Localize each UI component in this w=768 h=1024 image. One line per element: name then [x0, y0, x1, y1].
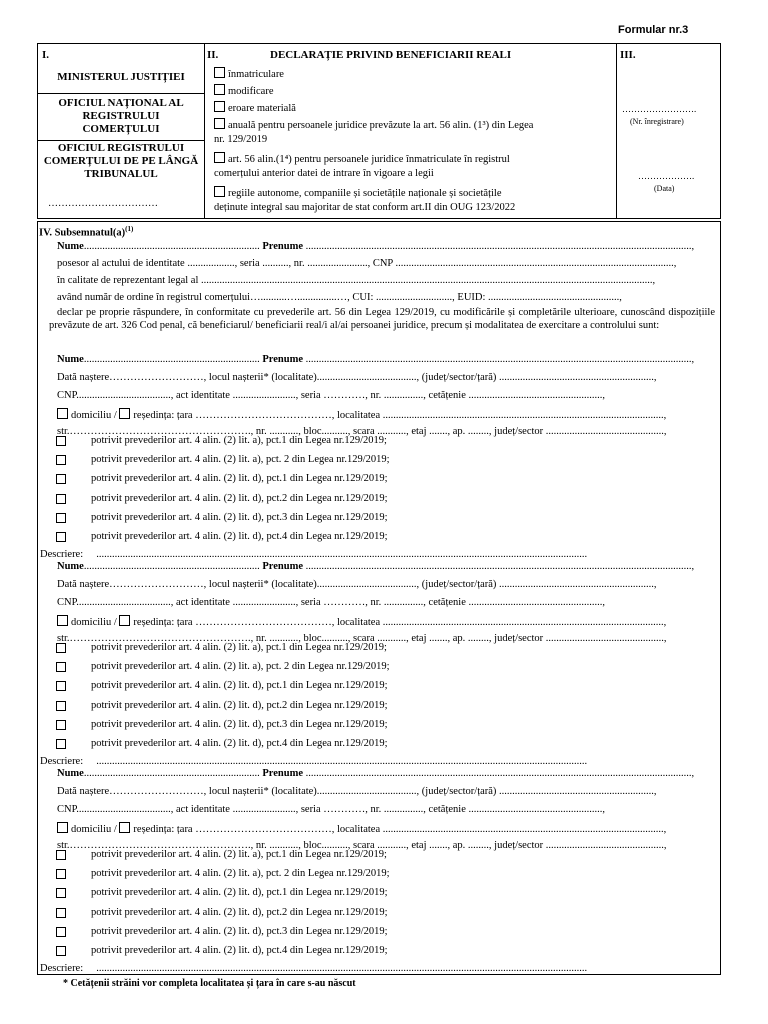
control-option-label: potrivit prevederilor art. 4 alin. (2) lit. d), pct.2 din Legea nr.129/2019;	[91, 907, 388, 918]
control-option-checkbox[interactable]	[56, 513, 66, 523]
control-option-checkbox[interactable]	[56, 494, 66, 504]
header-col-registration	[616, 44, 720, 218]
header-col-institution	[38, 44, 205, 218]
control-option-label: potrivit prevederilor art. 4 alin. (2) lit. d), pct.4 din Legea nr.129/2019;	[91, 531, 388, 542]
control-option-label: potrivit prevederilor art. 4 alin. (2) lit. a), pct.1 din Legea nr.129/2019;	[91, 849, 387, 860]
domiciliu-checkbox[interactable]	[57, 615, 68, 626]
control-option-label: potrivit prevederilor art. 4 alin. (2) lit. d), pct.3 din Legea nr.129/2019;	[91, 512, 388, 523]
resedinta-checkbox[interactable]	[119, 408, 130, 419]
reg-number-label: (Nr. înregistrare)	[630, 117, 684, 126]
control-option-label: potrivit prevederilor art. 4 alin. (2) lit. d), pct.1 din Legea nr.129/2019;	[91, 473, 388, 484]
control-option-checkbox[interactable]	[56, 888, 66, 898]
checkbox[interactable]	[214, 118, 225, 129]
beneficiary-address-line[interactable]: domiciliu / reședința: țara …………………………………, localitatea ...........................................................................................................,	[57, 822, 666, 836]
declaration-text: declar pe proprie răspundere, în conformitate cu prevederile art. 56 din Legea 129/2019, cu modificările și completările ulterioare, cunoscând dispozițiile prevăzute de art. 326 Cod penal, că beneficiarul/ beneficiarii real/i al/ai persoanei juridice, precum și modalitatea de exercitare a controlului sunt:	[49, 307, 715, 331]
control-option-checkbox[interactable]	[56, 908, 66, 918]
declaration-title: DECLARAȚIE PRIVIND BENEFICIARII REALI	[270, 49, 512, 61]
control-option-checkbox[interactable]	[56, 643, 66, 653]
beneficiary-birth-line[interactable]: Dată naștere………………………, locul nașterii* (localitate)......................................, (județ/sector/țară) ...........................................................,	[57, 786, 657, 797]
beneficiary-name-line[interactable]: Nume................................................................... Prenume ...................................................................................................................................................,	[57, 561, 695, 572]
control-option-label: potrivit prevederilor art. 4 alin. (2) lit. a), pct. 2 din Legea nr.129/2019;	[91, 454, 390, 465]
tribunal-dots: ……………………………	[48, 198, 158, 209]
control-option-checkbox[interactable]	[56, 436, 66, 446]
control-option-checkbox[interactable]	[56, 474, 66, 484]
description-line[interactable]: Descriere: ...........................................................................................................................................................................................	[40, 756, 588, 767]
orc-tribunal-name: OFICIUL REGISTRULUI COMERȚULUI DE PE LÂNGĂ TRIBUNALUL	[43, 142, 199, 180]
beneficiary-street-line[interactable]: str.……………………………………………., nr. ..........., bloc.........., scara ..........., etaj ......., ap. ........, județ/sector .............................................,	[57, 426, 667, 437]
control-option-checkbox[interactable]	[56, 850, 66, 860]
option-modificare[interactable]: modificare	[214, 84, 273, 97]
option-anuala-cont: nr. 129/2019	[214, 134, 268, 145]
checkbox[interactable]	[214, 152, 225, 163]
option-regii[interactable]: regiile autonome, companiile și societățile naționale și societățile	[214, 186, 502, 199]
resedinta-checkbox[interactable]	[119, 615, 130, 626]
control-option-label: potrivit prevederilor art. 4 alin. (2) lit. d), pct.4 din Legea nr.129/2019;	[91, 945, 388, 956]
control-option-label: potrivit prevederilor art. 4 alin. (2) lit. d), pct.1 din Legea nr.129/2019;	[91, 680, 388, 691]
control-option-checkbox[interactable]	[56, 946, 66, 956]
control-option-label: potrivit prevederilor art. 4 alin. (2) lit. d), pct.3 din Legea nr.129/2019;	[91, 719, 388, 730]
beneficiary-name-line[interactable]: Nume................................................................... Prenume ...................................................................................................................................................,	[57, 354, 695, 365]
control-option-checkbox[interactable]	[56, 701, 66, 711]
control-option-label: potrivit prevederilor art. 4 alin. (2) lit. d), pct.3 din Legea nr.129/2019;	[91, 926, 388, 937]
control-option-checkbox[interactable]	[56, 681, 66, 691]
beneficiary-address-line[interactable]: domiciliu / reședința: țara …………………………………, localitatea ...........................................................................................................,	[57, 408, 666, 422]
beneficiary-street-line[interactable]: str.……………………………………………., nr. ..........., bloc.........., scara ..........., etaj ......., ap. ........, județ/sector .............................................,	[57, 633, 667, 644]
control-option-checkbox[interactable]	[56, 927, 66, 937]
beneficiary-birth-line[interactable]: Dată naștere………………………, locul nașterii* (localitate)......................................, (județ/sector/țară) ...........................................................,	[57, 372, 657, 383]
onrc-name: OFICIUL NAȚIONAL AL REGISTRULUI COMERȚULUI	[58, 97, 184, 135]
ministry-name: MINISTERUL JUSTIȚIEI	[57, 71, 185, 83]
control-option-label: potrivit prevederilor art. 4 alin. (2) lit. a), pct.1 din Legea nr.129/2019;	[91, 435, 387, 446]
reg-number-dots[interactable]: …………………….	[622, 104, 697, 114]
beneficiary-cnp-line[interactable]: CNP...................................., act identitate ........................, seria …………, nr. ..............., cetățenie ...................................................,	[57, 390, 605, 401]
header-table	[37, 43, 721, 219]
checkbox[interactable]	[214, 186, 225, 197]
col2-number: II.	[207, 49, 219, 61]
form-number: Formular nr.3	[618, 24, 689, 36]
beneficiary-street-line[interactable]: str.……………………………………………., nr. ..........., bloc.........., scara ..........., etaj ......., ap. ........, județ/sector .............................................,	[57, 840, 667, 851]
date-dots[interactable]: ……………….	[638, 171, 695, 181]
section-iv-title: IV. $Subsemnatul(a)^{(1)}$	[39, 225, 134, 239]
section-iv	[37, 221, 721, 975]
control-option-label: potrivit prevederilor art. 4 alin. (2) lit. a), pct.1 din Legea nr.129/2019;	[91, 642, 387, 653]
option-inmatriculare[interactable]: înmatriculare	[214, 67, 284, 80]
control-option-label: potrivit prevederilor art. 4 alin. (2) lit. d), pct.2 din Legea nr.129/2019;	[91, 700, 388, 711]
col1-number: I.	[42, 49, 50, 61]
control-option-label: potrivit prevederilor art. 4 alin. (2) lit. a), pct. 2 din Legea nr.129/2019;	[91, 661, 390, 672]
resedinta-checkbox[interactable]	[119, 822, 130, 833]
control-option-checkbox[interactable]	[56, 720, 66, 730]
signer-id-line[interactable]: posesor al actului de identitate .................., seria .........., nr. ......................., CNP ..........................................................................................................,	[57, 258, 677, 269]
option-art56-cont: comerțului anterior datei de intrare în vigoare a legii	[214, 168, 434, 179]
date-label: (Data)	[654, 184, 675, 193]
checkbox[interactable]	[214, 67, 225, 78]
footnote: * Cetățenii străini vor completa localitatea și țara în care s-au născut	[63, 978, 356, 989]
description-line[interactable]: Descriere: ...........................................................................................................................................................................................	[40, 549, 588, 560]
option-regii-cont: deținute integral sau majoritar de stat conform art.II din OUG 123/2022	[214, 202, 516, 213]
option-eroare[interactable]: eroare materială	[214, 101, 296, 114]
legal-rep-line[interactable]: în calitate de reprezentant legal al ............................................................................................................................................................................,	[57, 275, 656, 286]
header-col-declaration	[204, 44, 617, 218]
beneficiary-name-line[interactable]: Nume................................................................... Prenume ...................................................................................................................................................,	[57, 768, 695, 779]
beneficiary-cnp-line[interactable]: CNP...................................., act identitate ........................, seria …………, nr. ..............., cetățenie ...................................................,	[57, 804, 605, 815]
control-option-label: potrivit prevederilor art. 4 alin. (2) lit. d), pct.4 din Legea nr.129/2019;	[91, 738, 388, 749]
beneficiary-address-line[interactable]: domiciliu / reședința: țara …………………………………, localitatea ...........................................................................................................,	[57, 615, 666, 629]
domiciliu-checkbox[interactable]	[57, 822, 68, 833]
control-option-label: potrivit prevederilor art. 4 alin. (2) lit. d), pct.2 din Legea nr.129/2019;	[91, 493, 388, 504]
domiciliu-checkbox[interactable]	[57, 408, 68, 419]
control-option-checkbox[interactable]	[56, 662, 66, 672]
checkbox[interactable]	[214, 101, 225, 112]
registration-line[interactable]: având număr de ordine în registrul comerțului…..........…...............…, CUI: ............................., EUID: ..................................................,	[57, 292, 622, 303]
beneficiary-cnp-line[interactable]: CNP...................................., act identitate ........................, seria …………, nr. ..............., cetățenie ...................................................,	[57, 597, 605, 608]
control-option-label: potrivit prevederilor art. 4 alin. (2) lit. d), pct.1 din Legea nr.129/2019;	[91, 887, 388, 898]
control-option-checkbox[interactable]	[56, 739, 66, 749]
col3-number: III.	[620, 49, 636, 61]
control-option-checkbox[interactable]	[56, 532, 66, 542]
control-option-checkbox[interactable]	[56, 455, 66, 465]
checkbox[interactable]	[214, 84, 225, 95]
description-line[interactable]: Descriere: ...........................................................................................................................................................................................	[40, 963, 588, 974]
option-anuala[interactable]: anuală pentru persoanele juridice prevăzute la art. 56 alin. (1³) din Legea	[214, 118, 533, 131]
beneficiary-birth-line[interactable]: Dată naștere………………………, locul nașterii* (localitate)......................................, (județ/sector/țară) ...........................................................,	[57, 579, 657, 590]
option-art56[interactable]: art. 56 alin.(1⁴) pentru persoanele juridice înmatriculate în registrul	[214, 152, 510, 165]
signer-name-line[interactable]: Nume................................................................... Prenume ...................................................................................................................................................,	[57, 241, 695, 252]
control-option-checkbox[interactable]	[56, 869, 66, 879]
control-option-label: potrivit prevederilor art. 4 alin. (2) lit. a), pct. 2 din Legea nr.129/2019;	[91, 868, 390, 879]
